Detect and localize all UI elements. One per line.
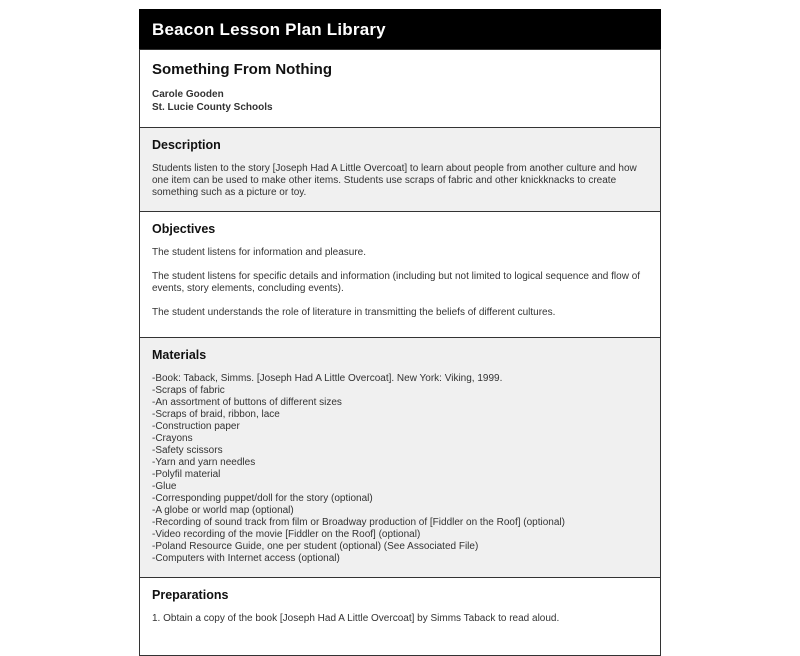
materials-heading: Materials xyxy=(152,348,207,362)
material-item: -Yarn and yarn needles xyxy=(152,457,256,468)
materials-list xyxy=(152,373,648,565)
objective-item: The student listens for information and pleasure. xyxy=(152,247,367,258)
material-item: -Crayons xyxy=(152,433,193,444)
material-item: -Computers with Internet access (optional) xyxy=(152,553,340,564)
organization-name: St. Lucie County Schools xyxy=(152,102,273,113)
objective-item: The student listens for specific details and information (including but not limited to logical sequence and flow of events, story elements, concluding events). xyxy=(152,271,641,294)
lesson-title: Something From Nothing xyxy=(152,61,332,78)
description-text: Students listen to the story [Joseph Had A Little Overcoat] to learn about people from another culture and how one item can be used to make other items. Students use scraps of fabric and other knickknacks to create something such as a picture or toy. xyxy=(152,163,637,198)
header-bar xyxy=(139,9,661,50)
material-item: -Scraps of braid, ribbon, lace xyxy=(152,409,280,420)
description-heading: Description xyxy=(152,138,221,152)
objectives-list xyxy=(152,247,648,319)
materials-section xyxy=(139,337,661,578)
material-item: -Scraps of fabric xyxy=(152,385,225,396)
material-item: -Polyfil material xyxy=(152,469,221,480)
material-item: -An assortment of buttons of different sizes xyxy=(152,397,342,408)
material-item: -Book: Taback, Simms. [Joseph Had A Little Overcoat]. New York: Viking, 1999. xyxy=(152,373,503,384)
material-item: -Corresponding puppet/doll for the story (optional) xyxy=(152,493,373,504)
material-item: -Construction paper xyxy=(152,421,240,432)
material-item: -Video recording of the movie [Fiddler on the Roof] (optional) xyxy=(152,529,421,540)
site-title: Beacon Lesson Plan Library xyxy=(152,19,386,39)
title-section xyxy=(139,49,661,128)
material-item: -Poland Resource Guide, one per student (optional) (See Associated File) xyxy=(152,541,479,552)
preparations-section xyxy=(139,577,661,656)
objectives-heading: Objectives xyxy=(152,222,216,236)
material-item: -Glue xyxy=(152,481,177,492)
lesson-plan-page xyxy=(139,9,661,656)
objectives-section xyxy=(139,211,661,338)
preparation-step: 1. Obtain a copy of the book [Joseph Had A Little Overcoat] by Simms Taback to read aloud. xyxy=(152,613,560,624)
objective-item: The student understands the role of literature in transmitting the beliefs of different cultures. xyxy=(152,307,556,318)
preparations-heading: Preparations xyxy=(152,588,229,602)
material-item: -Recording of sound track from film or Broadway production of [Fiddler on the Roof] (optional) xyxy=(152,517,565,528)
material-item: -Safety scissors xyxy=(152,445,223,456)
material-item: -A globe or world map (optional) xyxy=(152,505,294,516)
author-name: Carole Gooden xyxy=(152,89,224,100)
preparations-list xyxy=(152,613,648,625)
description-section xyxy=(139,127,661,212)
